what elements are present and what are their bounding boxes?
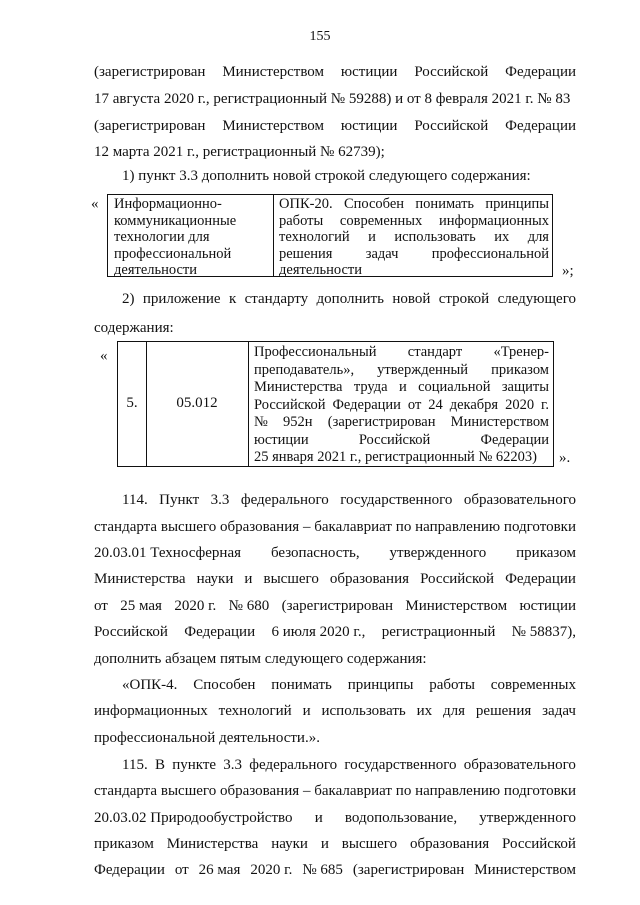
text-line — [94, 857, 576, 883]
word: 26 мая — [198, 862, 241, 878]
text-line — [94, 593, 576, 619]
word: безопасность, — [270, 545, 360, 561]
word: для — [527, 229, 549, 245]
word: Министерством — [450, 414, 549, 430]
text-line — [94, 113, 576, 139]
word: Министерством — [222, 118, 325, 134]
word: и — [398, 379, 407, 395]
text-line — [94, 725, 576, 751]
word: принципы — [485, 196, 549, 212]
word: для — [443, 703, 466, 719]
word: 3.3 — [210, 492, 230, 508]
word: 2) — [122, 291, 135, 307]
cell-line — [254, 344, 549, 362]
cell-line — [254, 432, 549, 450]
word: высшего — [263, 571, 319, 587]
word: 2020 г. — [174, 598, 217, 614]
cell-line — [254, 397, 549, 415]
word: задач — [365, 245, 399, 262]
word: 6 июля 2020 г., — [271, 624, 366, 640]
word: 2020 — [505, 396, 535, 413]
table1-competency-cell — [279, 196, 549, 279]
word: Российской — [254, 396, 326, 413]
word: использовать — [321, 703, 406, 719]
competency-table — [107, 194, 553, 277]
text-line — [94, 619, 576, 645]
standard-description — [254, 344, 549, 467]
word: направлению — [415, 783, 501, 799]
word: строкой — [438, 291, 490, 307]
word: информационных — [438, 212, 549, 229]
word: Российской — [414, 118, 489, 134]
word: высшего — [341, 836, 398, 852]
word: приказом — [516, 545, 576, 561]
word: Российской — [358, 431, 431, 448]
word: регистрационный — [381, 624, 496, 640]
word: современных — [339, 212, 423, 229]
cell-line: коммуникационные — [114, 212, 237, 229]
word: Способен — [193, 677, 256, 693]
word: ОПК-20. — [279, 196, 333, 212]
word: стандарту — [244, 291, 309, 307]
word: Федерации — [184, 624, 256, 640]
cell-line — [279, 262, 549, 279]
word: № 685 — [302, 862, 343, 878]
word: Федерации — [480, 431, 549, 448]
text-line — [94, 778, 576, 804]
word: № 680 — [228, 598, 270, 614]
word: профессиональной деятельности.». — [94, 730, 320, 746]
word: 24 — [428, 396, 443, 413]
item2-intro-line — [122, 286, 576, 312]
word: юстиции — [254, 431, 309, 448]
word: юстиции — [340, 118, 398, 134]
word: 12 марта 2021 г., регистрационный № 62739); — [94, 144, 385, 160]
word: № — [254, 414, 268, 430]
word: федерального — [240, 492, 329, 508]
word: 25 мая — [120, 598, 162, 614]
word: юстиции — [519, 598, 576, 614]
word: и — [302, 703, 311, 719]
table1-close-quote: »; — [562, 263, 574, 279]
word: их — [416, 703, 433, 719]
word: Пункт — [159, 492, 200, 508]
table2-open-quote: « — [100, 348, 108, 364]
cell-line: деятельности — [114, 262, 198, 278]
word: понимать — [415, 196, 475, 212]
row-number: 5. — [126, 395, 138, 411]
word: государственного — [344, 757, 457, 773]
page-number: 155 — [309, 29, 331, 44]
word: юстиции — [340, 64, 398, 80]
cell-line — [254, 449, 549, 467]
word: технологий — [279, 229, 350, 245]
word: к — [228, 291, 237, 307]
word: работы — [429, 677, 475, 693]
word: науки — [271, 836, 308, 852]
text-line — [94, 59, 576, 85]
word: образования — [410, 836, 490, 852]
word: государственного — [340, 492, 453, 508]
word: стандарта — [94, 783, 158, 799]
word: от — [407, 396, 422, 413]
cell-line — [254, 379, 549, 397]
word: 3.3 — [223, 757, 243, 773]
word: информационных — [94, 703, 208, 719]
word: работы — [279, 212, 324, 229]
word: 17 августа 2020 г., регистрационный № 59288) и от 8 февраля 2021 г. № 83 — [94, 91, 571, 107]
word: федерального — [249, 757, 338, 773]
word: задач — [542, 703, 576, 719]
word: Способен — [343, 196, 405, 212]
word: утвержденного — [389, 545, 487, 561]
word: деятельности — [279, 262, 363, 278]
word: образовательного — [463, 757, 576, 773]
word: (зарегистрирован — [281, 598, 394, 614]
word: 25 января 2021 г., регистрационный № 62203) — [254, 449, 537, 465]
word: бакалавриат — [314, 783, 392, 799]
word: защиты — [501, 379, 549, 395]
word: водопользование, — [344, 810, 458, 826]
cell-line: технологии для — [114, 229, 210, 245]
word: приказом — [491, 361, 549, 378]
word: по — [395, 783, 412, 799]
word: Министерством — [474, 862, 576, 878]
word: подготовки — [503, 519, 576, 535]
word: Министерством — [222, 64, 325, 80]
word: В — [154, 757, 165, 773]
word: дополнить — [316, 291, 384, 307]
word: Российской — [502, 836, 576, 852]
word: труда — [353, 379, 388, 395]
word: бакалавриат — [314, 519, 392, 535]
cell-line — [254, 414, 549, 432]
word: направлению — [415, 519, 501, 535]
table1-category-cell — [114, 196, 272, 279]
cell-line — [254, 362, 549, 380]
word: 115. — [122, 757, 148, 773]
word: образования — [329, 571, 410, 587]
word: социальной — [418, 379, 491, 395]
word: «Тренер- — [493, 344, 549, 360]
word: использовать — [394, 229, 476, 245]
word: Федерации — [332, 396, 401, 413]
word: Профессиональный — [254, 344, 377, 360]
word: г. — [541, 396, 549, 413]
word: принципы — [347, 677, 414, 693]
word: Федерации — [505, 571, 576, 587]
word: Российской — [414, 64, 489, 80]
word: – — [302, 519, 311, 535]
word: стандарт — [407, 344, 463, 360]
word: от — [174, 862, 189, 878]
standards-table — [117, 341, 554, 467]
word: Федерации — [94, 862, 165, 878]
text-line — [94, 86, 576, 112]
word: – — [302, 783, 311, 799]
word: высшего — [160, 519, 217, 535]
cell-line — [279, 246, 549, 263]
word: и — [320, 836, 329, 852]
word: новой — [392, 291, 431, 307]
word: (зарегистрирован — [94, 64, 206, 80]
word: от — [94, 598, 108, 614]
word: профессиональной — [431, 245, 549, 262]
cell-line: Информационно- — [114, 196, 222, 212]
cell-line: профессиональной — [114, 245, 232, 262]
cell-line — [279, 229, 549, 246]
word: Федерации — [505, 64, 576, 80]
text-line — [94, 514, 576, 540]
text-line — [122, 487, 576, 513]
table1-open-quote: « — [91, 196, 99, 212]
word: 20.03.01 Техносферная — [94, 545, 242, 561]
word: науки — [196, 571, 234, 587]
table-divider — [273, 195, 274, 276]
word: приложение — [142, 291, 221, 307]
word: дополнить абзацем пятым следующего содержания: — [94, 651, 427, 667]
word: Министерством — [405, 598, 508, 614]
word: Министерства — [254, 379, 343, 395]
word: утвержденный — [377, 361, 469, 378]
word: Министерства — [94, 571, 186, 587]
table-divider — [248, 342, 249, 466]
text-line — [94, 139, 576, 165]
standard-code: 05.012 — [176, 395, 218, 411]
word: 2020 г. — [250, 862, 293, 878]
word: (зарегистрирован — [352, 862, 465, 878]
word: 952н — [283, 414, 313, 430]
word: преподаватель», — [254, 361, 355, 378]
word: следующего — [497, 291, 576, 307]
word: и — [368, 229, 376, 245]
cell-line — [279, 213, 549, 230]
word: высшего — [160, 783, 217, 799]
word: утвержденного — [479, 810, 576, 826]
text-line — [94, 831, 576, 857]
word: по — [395, 519, 412, 535]
word: стандарта — [94, 519, 158, 535]
word: решения — [279, 245, 333, 262]
word: их — [494, 229, 510, 245]
text-line — [94, 698, 576, 724]
word: № 58837), — [511, 624, 576, 640]
word: современных — [490, 677, 576, 693]
word: Российской — [420, 571, 495, 587]
text-line — [94, 646, 576, 672]
word: подготовки — [503, 783, 576, 799]
word: Министерства — [166, 836, 259, 852]
word: (зарегистрирован — [94, 118, 206, 134]
cell-line — [279, 196, 549, 213]
item2-intro-line2: содержания: — [94, 320, 174, 336]
word: «ОПК-4. — [122, 677, 178, 693]
table2-close-quote: ». — [559, 450, 571, 466]
text-line — [94, 540, 576, 566]
word: 114. — [122, 492, 148, 508]
text-line — [122, 672, 576, 698]
word: Федерации — [505, 118, 576, 134]
word: и — [314, 810, 323, 826]
word: декабря — [449, 396, 499, 413]
word: пункте — [172, 757, 217, 773]
word: решения — [475, 703, 532, 719]
word: образования — [220, 783, 300, 799]
word: образовательного — [463, 492, 576, 508]
item1-intro: 1) пункт 3.3 дополнить новой строкой следующего содержания: — [122, 168, 531, 184]
word: технологий — [218, 703, 292, 719]
text-line — [94, 805, 576, 831]
word: (зарегистрирован — [327, 414, 436, 430]
word: 20.03.02 Природообустройство — [94, 810, 293, 826]
word: Российской — [94, 624, 168, 640]
word: приказом — [94, 836, 154, 852]
text-line — [122, 752, 576, 778]
word: образования — [220, 519, 300, 535]
word: понимать — [271, 677, 332, 693]
text-line — [94, 566, 576, 592]
word: и — [244, 571, 253, 587]
